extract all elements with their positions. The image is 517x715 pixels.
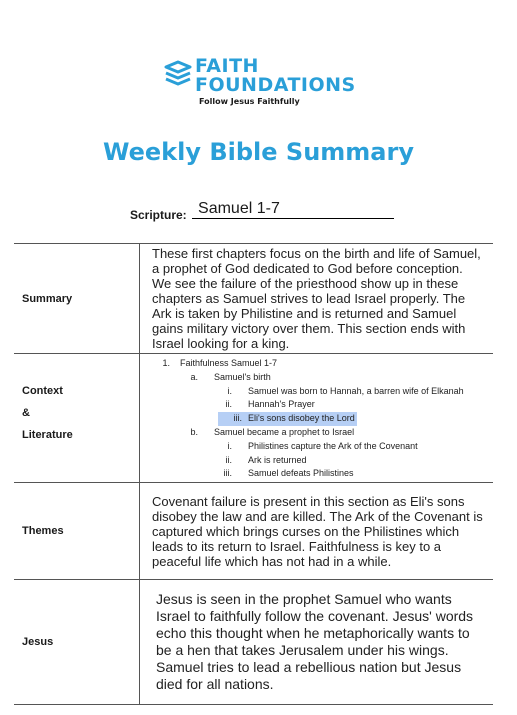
scripture-value[interactable]: Samuel 1-7 xyxy=(192,200,394,219)
context-outline-cell[interactable] xyxy=(140,354,494,483)
outline-item: b. Samuel became a prophet to Israel xyxy=(190,426,355,437)
outline-item: ii. Ark is returned xyxy=(225,454,307,465)
faith-foundations-logo xyxy=(163,55,356,113)
outline-item: i. Samuel was born to Hannah, a barren wife of Elkanah xyxy=(227,385,464,396)
table-row-context xyxy=(14,354,493,483)
outline-item: iii. Samuel defeats Philistines xyxy=(223,468,354,479)
scripture-label: Scripture: xyxy=(130,208,187,222)
context-label-line1: Context xyxy=(22,385,63,397)
outline-item: i. Philistines capture the Ark of the Covenant xyxy=(227,440,418,451)
summary-table xyxy=(14,243,493,705)
jesus-cell[interactable] xyxy=(140,580,494,705)
logo-line1: FAITH xyxy=(195,55,259,77)
table-row-jesus xyxy=(14,580,493,705)
table-row-themes xyxy=(14,483,493,580)
logo-line2: FOUNDATIONS xyxy=(195,74,356,96)
logo-tagline: Follow Jesus Faithfully xyxy=(199,97,300,106)
outline-item-highlighted: iii. Eli's sons disobey the Lord xyxy=(152,412,485,426)
page-title: Weekly Bible Summary xyxy=(103,138,414,166)
context-label-line3: Literature xyxy=(22,429,73,441)
outline-item: 1. Faithfulness Samuel 1-7 xyxy=(162,358,278,368)
summary-label: Summary xyxy=(14,244,140,354)
outline-item: ii. Hannah's Prayer xyxy=(225,399,315,410)
table-row-summary xyxy=(14,244,493,354)
context-outline xyxy=(152,357,485,479)
themes-text[interactable]: Covenant failure is present in this section as Eli's sons disobey the law and are killed. The Ark of the Covenant is captured which brings curses on the Philistines which leads to its return to Israel. Faithfulness is key to a peaceful life which has not had in a while. xyxy=(140,483,494,580)
outline-item: a. Samuel's birth xyxy=(190,371,271,382)
jesus-label: Jesus xyxy=(14,580,140,705)
themes-label: Themes xyxy=(14,483,140,580)
context-label xyxy=(14,354,140,483)
book-stack-icon xyxy=(163,59,193,91)
logo-wordmark xyxy=(195,57,356,95)
context-label-line2: & xyxy=(22,407,30,419)
scripture-field xyxy=(130,200,394,225)
jesus-text: Jesus is seen in the prophet Samuel who wants Israel to faithfully follow the covenant. Jesus' words echo this thought when he metaphorically wants to be a hen that takes Jerusalem under his wings. Samuel tries to lead a rebellious nation but Jesus died for all nations. xyxy=(156,591,474,692)
summary-text[interactable]: These first chapters focus on the birth and life of Samuel, a prophet of God dedicated to God before conception. We see the failure of the priesthood show up in these chapters as Samuel strives to lead Israel properly. The Ark is taken by Philistine and is returned and Samuel gains military victory over them. This section ends with Israel looking for a king. xyxy=(140,244,494,354)
